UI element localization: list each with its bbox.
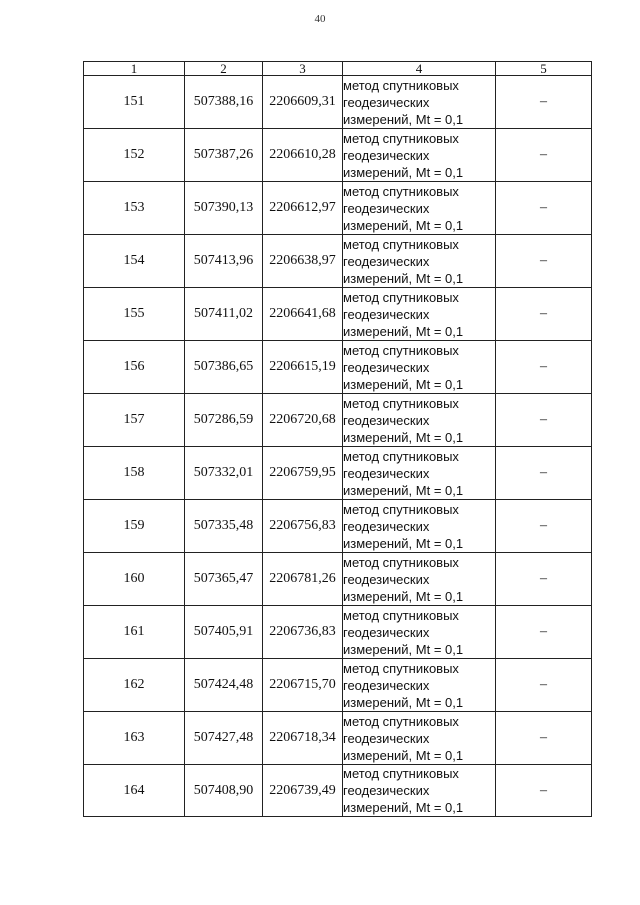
x-coordinate-cell: 507411,02 [185, 288, 263, 341]
table-row [84, 765, 592, 817]
method-text-line: геодезических [343, 783, 430, 798]
table-row [84, 447, 592, 500]
method-text-line: метод спутниковых [343, 448, 459, 464]
method-cell [343, 500, 496, 553]
method-text-line: измерений, Mt = 0,1 [343, 800, 464, 815]
method-text-line: геодезических [343, 147, 430, 163]
method-cell [343, 288, 496, 341]
y-coordinate-cell: 2206781,26 [263, 553, 343, 606]
x-coordinate-cell: 507365,47 [185, 553, 263, 606]
y-coordinate-cell: 2206759,95 [263, 447, 343, 500]
method-text-line: метод спутниковых [343, 395, 459, 411]
point-number-cell: 162 [84, 659, 185, 712]
y-coordinate-cell: 2206715,70 [263, 659, 343, 712]
y-coordinate-cell: 2206612,97 [263, 182, 343, 235]
method-text-line: измерений, Mt = 0,1 [343, 588, 464, 604]
method-text-line: измерений, Mt = 0,1 [343, 111, 464, 127]
method-text-line: геодезических [343, 412, 430, 428]
note-cell: – [496, 235, 592, 288]
method-cell [343, 235, 496, 288]
note-cell: – [496, 182, 592, 235]
method-text-line: геодезических [343, 94, 430, 110]
method-cell [343, 447, 496, 500]
method-text-line: измерений, Mt = 0,1 [343, 376, 464, 392]
note-cell: – [496, 712, 592, 765]
y-coordinate-cell: 2206756,83 [263, 500, 343, 553]
method-text-line: измерений, Mt = 0,1 [343, 323, 464, 339]
method-text-line: геодезических [343, 624, 430, 640]
point-number-cell: 153 [84, 182, 185, 235]
method-text-line: геодезических [343, 730, 430, 746]
point-number-cell: 158 [84, 447, 185, 500]
note-cell: – [496, 765, 592, 817]
coordinates-table [83, 61, 592, 817]
method-text-line: метод спутниковых [343, 342, 459, 358]
column-header-4: 4 [343, 62, 496, 76]
method-text-line: метод спутниковых [343, 607, 459, 623]
method-text-line: измерений, Mt = 0,1 [343, 217, 464, 233]
table-row [84, 288, 592, 341]
method-cell [343, 765, 496, 817]
method-text-line: геодезических [343, 359, 430, 375]
method-text-line: метод спутниковых [343, 501, 459, 517]
y-coordinate-cell: 2206739,49 [263, 765, 343, 817]
point-number-cell: 155 [84, 288, 185, 341]
x-coordinate-cell: 507390,13 [185, 182, 263, 235]
method-text-line: метод спутниковых [343, 289, 459, 305]
method-text-line: измерений, Mt = 0,1 [343, 482, 464, 498]
method-text-line: геодезических [343, 200, 430, 216]
column-header-3: 3 [263, 62, 343, 76]
method-text-line: геодезических [343, 465, 430, 481]
method-text-line: метод спутниковых [343, 130, 459, 146]
method-text-line: метод спутниковых [343, 766, 459, 781]
point-number-cell: 151 [84, 76, 185, 129]
table-row [84, 712, 592, 765]
method-cell [343, 394, 496, 447]
y-coordinate-cell: 2206641,68 [263, 288, 343, 341]
method-text-line: метод спутниковых [343, 660, 459, 676]
x-coordinate-cell: 507413,96 [185, 235, 263, 288]
x-coordinate-cell: 507386,65 [185, 341, 263, 394]
y-coordinate-cell: 2206720,68 [263, 394, 343, 447]
method-text-line: геодезических [343, 306, 430, 322]
x-coordinate-cell: 507427,48 [185, 712, 263, 765]
x-coordinate-cell: 507332,01 [185, 447, 263, 500]
note-cell: – [496, 288, 592, 341]
method-text-line: метод спутниковых [343, 183, 459, 199]
method-text-line: измерений, Mt = 0,1 [343, 164, 464, 180]
x-coordinate-cell: 507388,16 [185, 76, 263, 129]
table-row [84, 76, 592, 129]
method-text-line: геодезических [343, 518, 430, 534]
note-cell: – [496, 553, 592, 606]
table-row [84, 394, 592, 447]
table-row [84, 553, 592, 606]
method-text-line: метод спутниковых [343, 713, 459, 729]
method-text-line: геодезических [343, 677, 430, 693]
method-cell [343, 553, 496, 606]
note-cell: – [496, 606, 592, 659]
y-coordinate-cell: 2206638,97 [263, 235, 343, 288]
y-coordinate-cell: 2206610,28 [263, 129, 343, 182]
method-cell [343, 341, 496, 394]
table-row [84, 235, 592, 288]
point-number-cell: 163 [84, 712, 185, 765]
method-text-line: измерений, Mt = 0,1 [343, 270, 464, 286]
method-text-line: измерений, Mt = 0,1 [343, 641, 464, 657]
x-coordinate-cell: 507424,48 [185, 659, 263, 712]
y-coordinate-cell: 2206718,34 [263, 712, 343, 765]
note-cell: – [496, 341, 592, 394]
y-coordinate-cell: 2206736,83 [263, 606, 343, 659]
point-number-cell: 156 [84, 341, 185, 394]
table-row [84, 500, 592, 553]
x-coordinate-cell: 507387,26 [185, 129, 263, 182]
y-coordinate-cell: 2206609,31 [263, 76, 343, 129]
column-header-5: 5 [496, 62, 592, 76]
table-row [84, 606, 592, 659]
method-text-line: измерений, Mt = 0,1 [343, 694, 464, 710]
y-coordinate-cell: 2206615,19 [263, 341, 343, 394]
method-cell [343, 182, 496, 235]
x-coordinate-cell: 507286,59 [185, 394, 263, 447]
method-text-line: метод спутниковых [343, 554, 459, 570]
method-text-line: геодезических [343, 253, 430, 269]
point-number-cell: 154 [84, 235, 185, 288]
method-cell [343, 129, 496, 182]
note-cell: – [496, 129, 592, 182]
x-coordinate-cell: 507335,48 [185, 500, 263, 553]
method-cell [343, 712, 496, 765]
table-row [84, 129, 592, 182]
note-cell: – [496, 447, 592, 500]
note-cell: – [496, 500, 592, 553]
page-number: 40 [314, 13, 326, 25]
column-header-2: 2 [185, 62, 263, 76]
method-cell [343, 76, 496, 129]
table-header-row [84, 62, 592, 76]
point-number-cell: 159 [84, 500, 185, 553]
x-coordinate-cell: 507408,90 [185, 765, 263, 817]
table-row [84, 182, 592, 235]
note-cell: – [496, 394, 592, 447]
column-header-1: 1 [84, 62, 185, 76]
method-text-line: измерений, Mt = 0,1 [343, 747, 464, 763]
method-cell [343, 606, 496, 659]
method-text-line: метод спутниковых [343, 236, 459, 252]
method-text-line: измерений, Mt = 0,1 [343, 429, 464, 445]
point-number-cell: 164 [84, 765, 185, 817]
table-row [84, 341, 592, 394]
point-number-cell: 157 [84, 394, 185, 447]
method-text-line: геодезических [343, 571, 430, 587]
note-cell: – [496, 659, 592, 712]
point-number-cell: 160 [84, 553, 185, 606]
method-cell [343, 659, 496, 712]
table-row [84, 659, 592, 712]
point-number-cell: 161 [84, 606, 185, 659]
x-coordinate-cell: 507405,91 [185, 606, 263, 659]
method-text-line: метод спутниковых [343, 77, 459, 93]
note-cell: – [496, 76, 592, 129]
point-number-cell: 152 [84, 129, 185, 182]
method-text-line: измерений, Mt = 0,1 [343, 535, 464, 551]
